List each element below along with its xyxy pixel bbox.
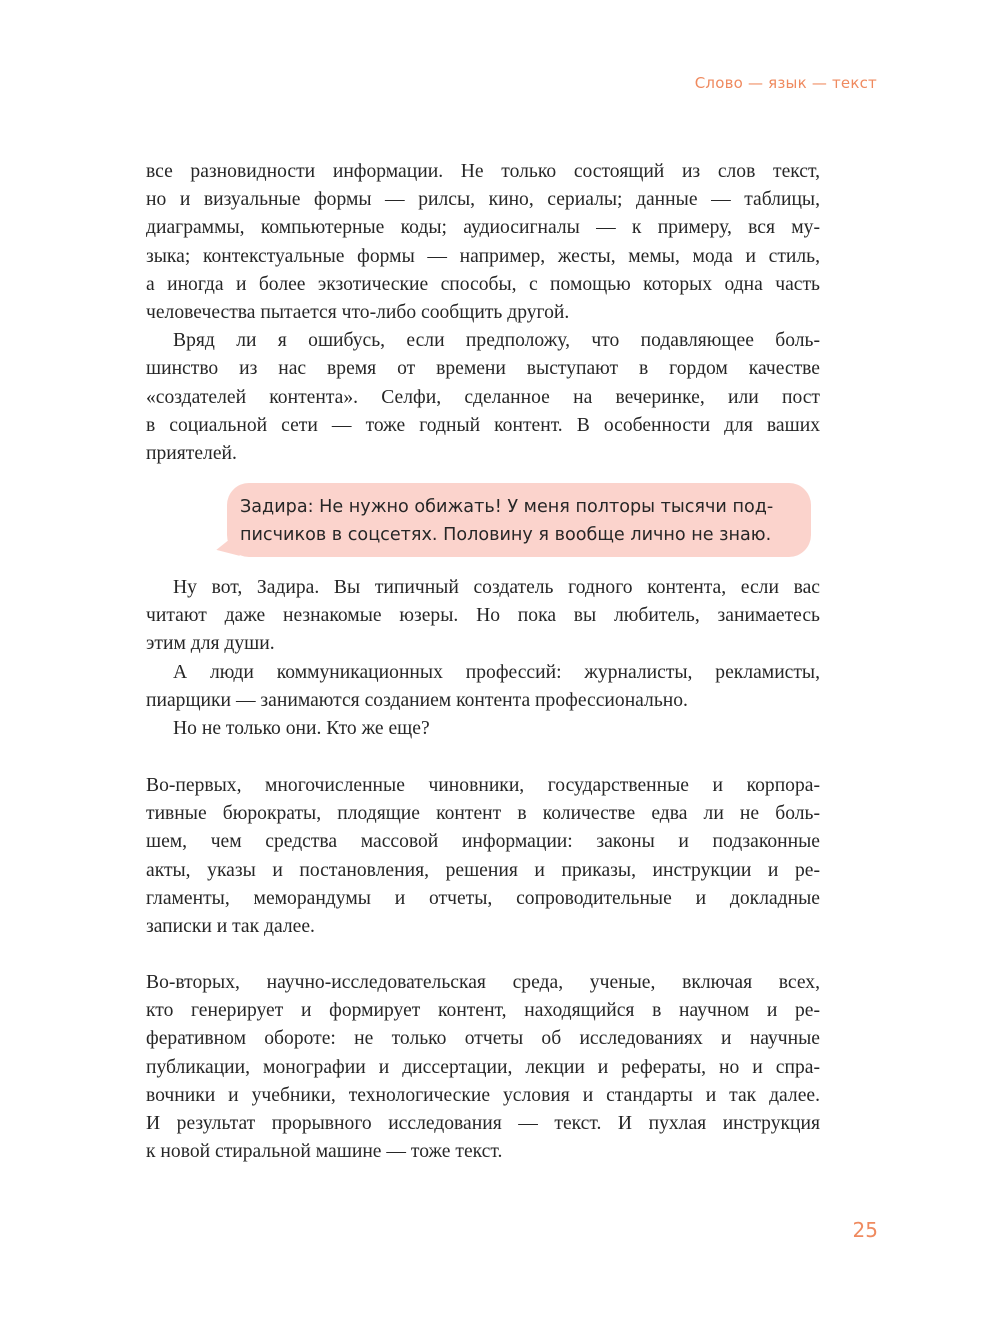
text-line: зыка; контекстуальные формы — например, жесты, мемы, мода и стиль, bbox=[146, 245, 820, 267]
text-line: А люди коммуникационных профессий: журналисты, рекламисты, bbox=[173, 661, 820, 683]
text-line: записки и так далее. bbox=[146, 916, 315, 938]
text-line: тивные бюрократы, плодящие контент в количестве едва ли не боль- bbox=[146, 803, 820, 825]
paragraph-information-kinds bbox=[146, 158, 820, 327]
text-block-science bbox=[146, 969, 820, 1166]
text-line: все разновидности информации. Не только состоящий из слов текст, bbox=[146, 161, 820, 182]
text-line: акты, указы и постановления, решения и приказы, инструкции и ре- bbox=[146, 859, 820, 881]
text-line: читают даже незнакомые юзеры. Но пока вы любитель, занимаетесь bbox=[146, 605, 820, 627]
text-line: человечества пытается что-либо сообщить другой. bbox=[146, 302, 570, 324]
text-line: И результат прорывного исследования — текст. И пухлая инструкция bbox=[146, 1113, 820, 1135]
paragraph-secondly bbox=[146, 969, 820, 1166]
speech-bubble bbox=[227, 483, 811, 557]
text-line: шинство из нас время от времени выступают в гордом качестве bbox=[146, 358, 820, 380]
text-line: в социальной сети — тоже годный контент. В особенности для ваших bbox=[146, 414, 820, 436]
text-line: феративном обороте: не только отчеты об исследованиях и научные bbox=[146, 1028, 820, 1050]
running-head: Слово — язык — текст bbox=[694, 74, 877, 92]
text-block-bureaucrats bbox=[146, 772, 820, 941]
text-line: но и визуальные формы — рилсы, кино, сериалы; данные — таблицы, bbox=[146, 189, 820, 211]
text-block-response bbox=[146, 574, 820, 743]
text-line: этим для души. bbox=[146, 633, 275, 655]
text-line: «создателей контента». Селфи, сделанное на вечеринке, или пост bbox=[146, 386, 820, 408]
text-line: к новой стиральной машине — тоже текст. bbox=[146, 1141, 503, 1163]
text-line: публикации, монографии и диссертации, лекции и рефераты, но и спра- bbox=[146, 1056, 820, 1078]
paragraph-firstly bbox=[146, 772, 820, 941]
paragraph-typical-creator bbox=[146, 574, 820, 659]
text-line: вочники и учебники, технологические условия и стандарты и так далее. bbox=[146, 1084, 820, 1106]
page-number: 25 bbox=[852, 1218, 878, 1242]
text-line: Но не только они. Кто же еще? bbox=[173, 718, 430, 740]
text-line: Во-вторых, научно-исследовательская среда, ученые, включая всех, bbox=[146, 972, 820, 993]
paragraph-content-creators bbox=[146, 327, 820, 468]
text-block-intro bbox=[146, 158, 820, 468]
text-line: кто генерирует и формирует контент, находящийся в научном и ре- bbox=[146, 1000, 820, 1022]
text-line: шем, чем средства массовой информации: законы и подзаконные bbox=[146, 831, 820, 853]
paragraph-professionals bbox=[146, 659, 820, 715]
text-line: Вряд ли я ошибусь, если предположу, что подавляющее боль- bbox=[173, 330, 820, 352]
paragraph-who-else bbox=[146, 715, 820, 743]
text-line: Ну вот, Задира. Вы типичный создатель годного контента, если вас bbox=[173, 577, 820, 598]
text-line: приятелей. bbox=[146, 443, 237, 465]
dialogue-line: писчиков в соцсетях. Половину я вообще лично не знаю. bbox=[240, 525, 772, 545]
text-line: пиарщики — занимаются созданием контента профессионально. bbox=[146, 689, 688, 711]
text-line: диаграммы, компьютерные коды; аудиосигналы — к примеру, вся му- bbox=[146, 217, 820, 239]
dialogue-text: Не нужно обижать! У меня полторы тысячи под- bbox=[313, 497, 774, 517]
text-line: а иногда и более экзотические способы, с помощью которых одна часть bbox=[146, 273, 820, 295]
text-line: Во-первых, многочисленные чиновники, государственные и корпора- bbox=[146, 775, 820, 796]
speaker-name: Задира: bbox=[240, 497, 314, 517]
dialogue-line bbox=[240, 493, 797, 521]
text-line: гламенты, меморандумы и отчеты, сопроводительные и докладные bbox=[146, 887, 820, 909]
